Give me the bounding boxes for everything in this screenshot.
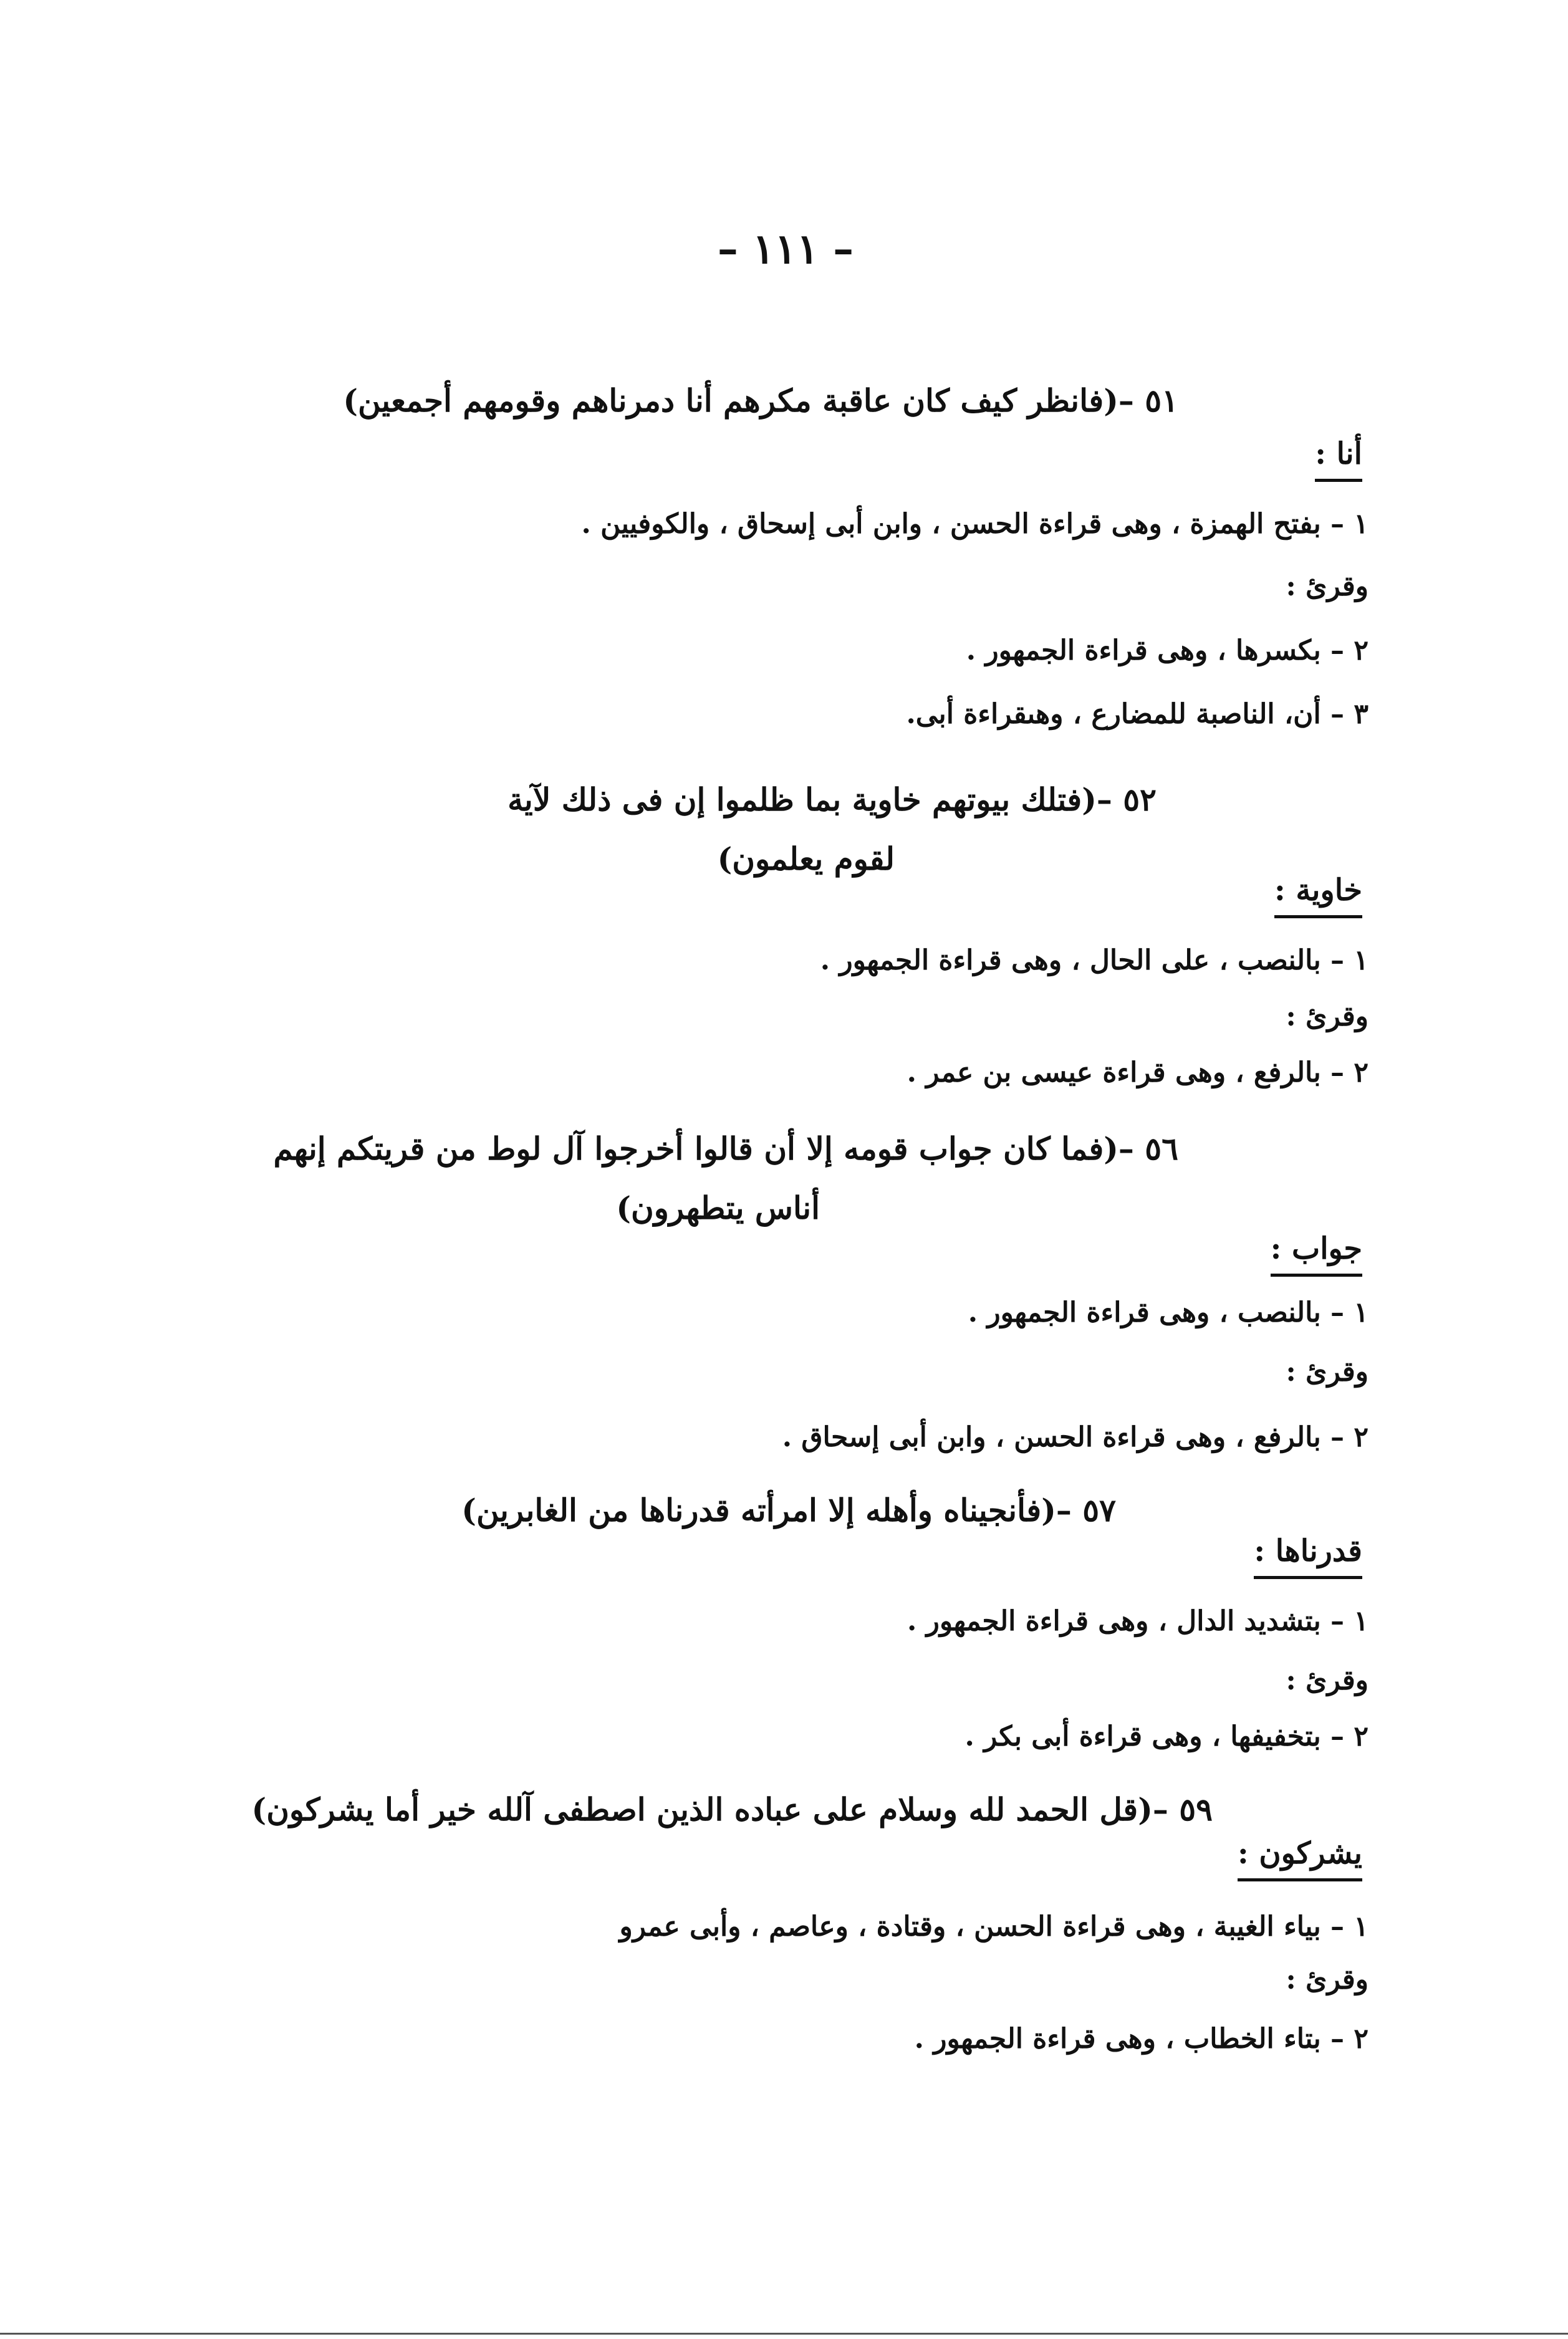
verse-continuation: لقوم يعلمون) [717,840,895,877]
verse-59 [252,1780,1213,1839]
verse-57 [461,1481,1116,1540]
reading-line: وقرئ : [1286,1964,1368,1996]
reading-line: وقرئ : [1286,1356,1368,1388]
reading-line: ٢ – بالرفع ، وهى قراءة الحسن ، وابن أبى إسحاق . [782,1421,1368,1453]
reading-line: ٢ – بتخفيفها ، وهى قراءة أبى بكر . [964,1721,1368,1752]
reading-line: ١ – بياء الغيبة ، وهى قراءة الحسن ، وقتادة ، وعاصم ، وأبى عمرو [619,1911,1368,1943]
reading-line: وقرئ : [1286,1664,1368,1696]
reading-line: ٢ – بكسرها ، وهى قراءة الجمهور . [966,635,1368,666]
verse-text: ٥٩ –(قل الحمد لله وسلام على عباده الذين اصطفى آلله خير أما يشركون) [251,1791,1213,1828]
reading-line: ١ – بالنصب ، على الحال ، وهى قراءة الجمهور . [820,944,1368,976]
heading-jawab: جواب : [1271,1231,1362,1277]
reading-line: ١ – بالنصب ، وهى قراءة الجمهور . [968,1297,1368,1328]
reading-line: ٢ – بتاء الخطاب ، وهى قراءة الجمهور . [914,2023,1368,2055]
reading-line: ١ – بتشديد الدال ، وهى قراءة الجمهور . [907,1605,1368,1637]
verse-text: ٥٦ –(فما كان جواب قومه إلا أن قالوا أخرجوا آل لوط من قريتكم إنهم [273,1130,1178,1167]
reading-line: وقرئ : [1286,570,1368,602]
verse-text: ٥١ –(فانظر كيف كان عاقبة مكرهم أنا دمرناهم وقومهم أجمعين) [343,382,1178,419]
heading-qaddarnaha: قدرناها : [1254,1534,1362,1579]
reading-line: ٢ – بالرفع ، وهى قراءة عيسى بن عمر . [907,1057,1368,1088]
heading-yushrikun: يشركون : [1238,1836,1362,1881]
reading-line: ٣ – أن، الناصبة للمضارع ، وهىقراءة أبى. [906,698,1368,730]
verse-51 [343,371,1178,430]
page-bottom-rule [0,2333,1568,2335]
page-number: – ١١١ – [717,224,854,273]
verse-text: ٥٧ –(فأنجيناه وأهله إلا امرأته قدرناها من الغابرين) [461,1492,1116,1529]
verse-56 [274,1119,1179,1237]
reading-line: ١ – بفتح الهمزة ، وهى قراءة الحسن ، وابن أبى إسحاق ، والكوفيين . [581,508,1368,540]
verse-52 [507,770,1157,888]
reading-line: وقرئ : [1286,1001,1368,1032]
heading-khawiya: خاوية : [1274,873,1362,918]
heading-ana: أنا : [1315,436,1362,482]
verse-text: ٥٢ –(فتلك بيوتهم خاوية بما ظلموا إن فى ذلك لآية [507,781,1157,818]
verse-continuation: أناس يتطهرون) [616,1189,820,1226]
